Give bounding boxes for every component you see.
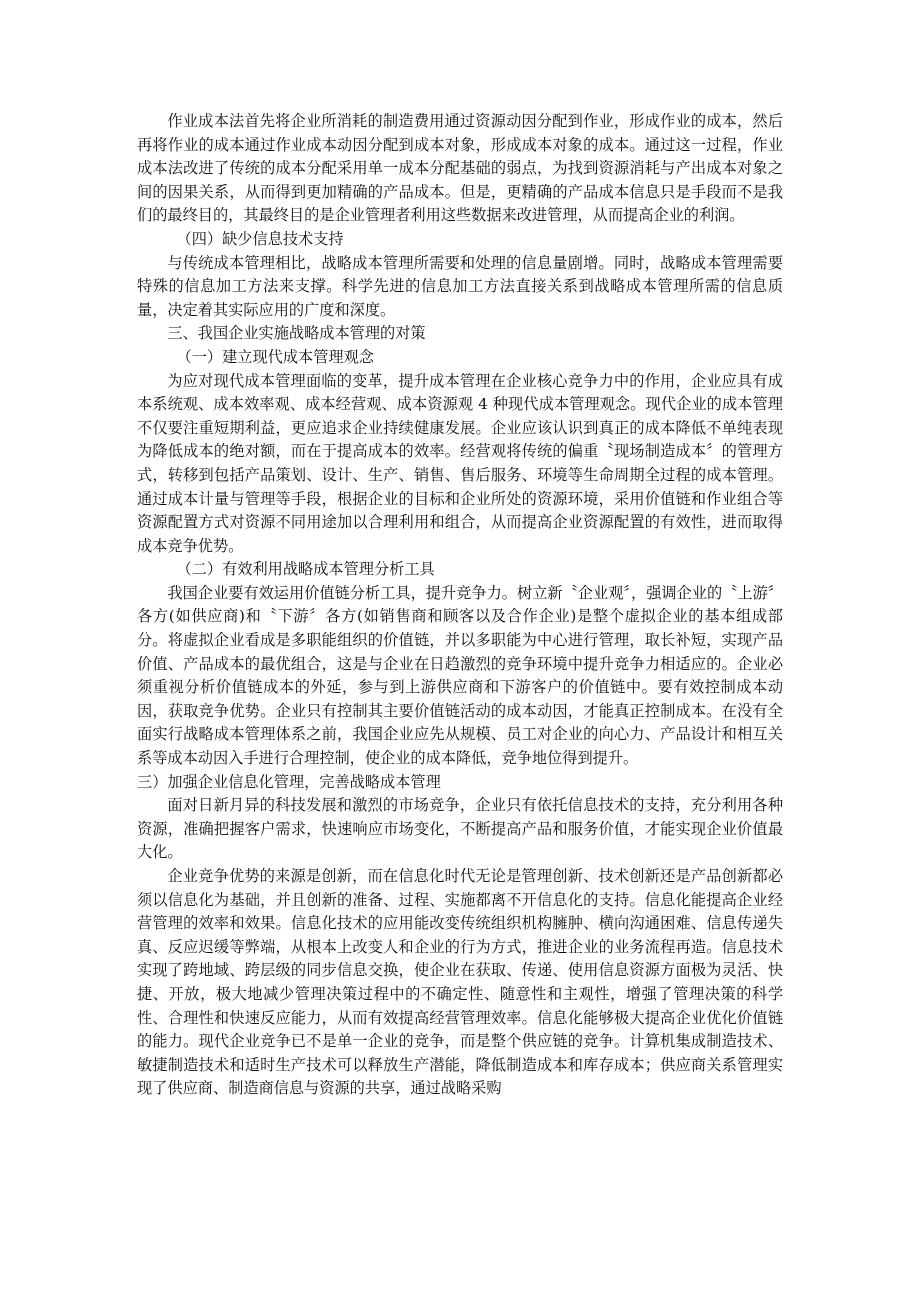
document-body [137,110,783,1101]
subheading-analysis-tools: （二）有效利用战略成本管理分析工具 [176,560,435,579]
subheading-modern-cost-concept: （一）建立现代成本管理观念 [176,347,374,366]
paragraph-information-volume: 与传统成本管理相比，战略成本管理所需要和处理的信息量剧增。同时，战略成本管理需要特殊的信息加工方法来支撑。科学先进的信息加工方法直接关系到战略成本管理所需的信息质量，决定着其实际应用的广度和深度。 [137,253,783,319]
subheading-informatization: 三）加强企业信息化管理，完善战略成本管理 [137,772,441,791]
paragraph-modern-cost-concept: 为应对现代成本管理面临的变革，提升成本管理在企业核心竞争力中的作用，企业应具有成本系统观、成本效率观、成本经营观、成本资源观 4 种现代成本管理观念。现代企业的成本管理不仅要注重短期利益，更应追求企业持续健康发展。企业应该认识到真正的成本降低不单纯表现为降低成本的绝对额，而在于提高成本的效率。经营观将传统的偏重〝现场制造成本〞的管理方式，转移到包括产品策划、设计、生产、销售、售后服务、环境等生命周期全过程的成本管理。通过成本计量与管理等手段，根据企业的目标和企业所处的资源环境，采用价值链和作业组合等资源配置方式对资源不同用途加以合理利用和组合，从而提高企业资源配置的有效性，进而取得成本竞争优势。 [137,371,783,555]
paragraph-activity-costing: 作业成本法首先将企业所消耗的制造费用通过资源动因分配到作业，形成作业的成本，然后再将作业的成本通过作业成本动因分配到成本对象，形成成本对象的成本。通过这一过程，作业成本法改进了传统的成本分配采用单一成本分配基础的弱点，为找到资源消耗与产出成本对象之间的因果关系，从而得到更加精确的产品成本。但是，更精确的产品成本信息只是手段而不是我们的最终目的，其最终目的是企业管理者利用这些数据来改进管理，从而提高企业的利润。 [137,112,783,225]
subheading-lack-it-support: （四）缺少信息技术支持 [176,229,344,248]
paragraph-value-chain: 我国企业要有效运用价值链分析工具，提升竞争力。树立新〝企业观〞，强调企业的〝上游〞各方(如供应商)和〝下游〞各方(如销售商和顾客以及合作企业)是整个虚拟企业的基本组成部分。将虚拟企业看成是多职能组织的价值链，并以多职能为中心进行管理，取长补短，实现产品价值、产品成本的最优组合，这是与企业在日趋激烈的竞争环境中提升竞争力相适应的。企业必须重视分析价值链成本的外延，参与到上游供应商和下游客户的价值链中。要有效控制成本动因，获取竞争优势。企业只有控制其主要价值链活动的成本动因，才能真正控制成本。在没有全面实行战略成本管理体系之前，我国企业应先从规模、员工对企业的向心力、产品设计和相互关系等成本动因入手进行合理控制，使企业的成本降低，竞争地位得到提升。 [137,583,783,768]
paragraph-innovation: 企业竞争优势的来源是创新，而在信息化时代无论是管理创新、技术创新还是产品创新都必须以信息化为基础，并且创新的准备、过程、实施都离不开信息化的支持。信息化能提高企业经营管理的效率和效果。信息化技术的应用能改变传统组织机构臃肿、横向沟通困难、信息传递失真、反应迟缓等弊端，从根本上改变人和企业的行为方式，推进企业的业务流程再造。信息技术实现了跨地域、跨层级的同步信息交换，使企业在获取、传递、使用信息资源方面极为灵活、快捷、开放，极大地减少管理决策过程中的不确定性、随意性和主观性，增强了管理决策的科学性、合理性和快速反应能力，从而有效提高经营管理效率。信息化能够极大提高企业优化价值链的能力。现代企业竞争已不是单一企业的竞争，而是整个供应链的竞争。计算机集成制造技术、敏捷制造技术和适时生产技术可以释放生产潜能，降低制造成本和库存成本；供应商关系管理实现了供应商、制造商信息与资源的共享，通过战略采购 [137,867,783,1098]
section-heading-countermeasures: 三、我国企业实施战略成本管理的对策 [167,324,426,343]
paragraph-tech-support: 面对日新月异的科技发展和激烈的市场竞争，企业只有依托信息技术的支持，充分利用各种资源，准确把握客户需求，快速响应市场变化，不断提高产品和服务价值，才能实现企业价值最大化。 [137,796,783,862]
